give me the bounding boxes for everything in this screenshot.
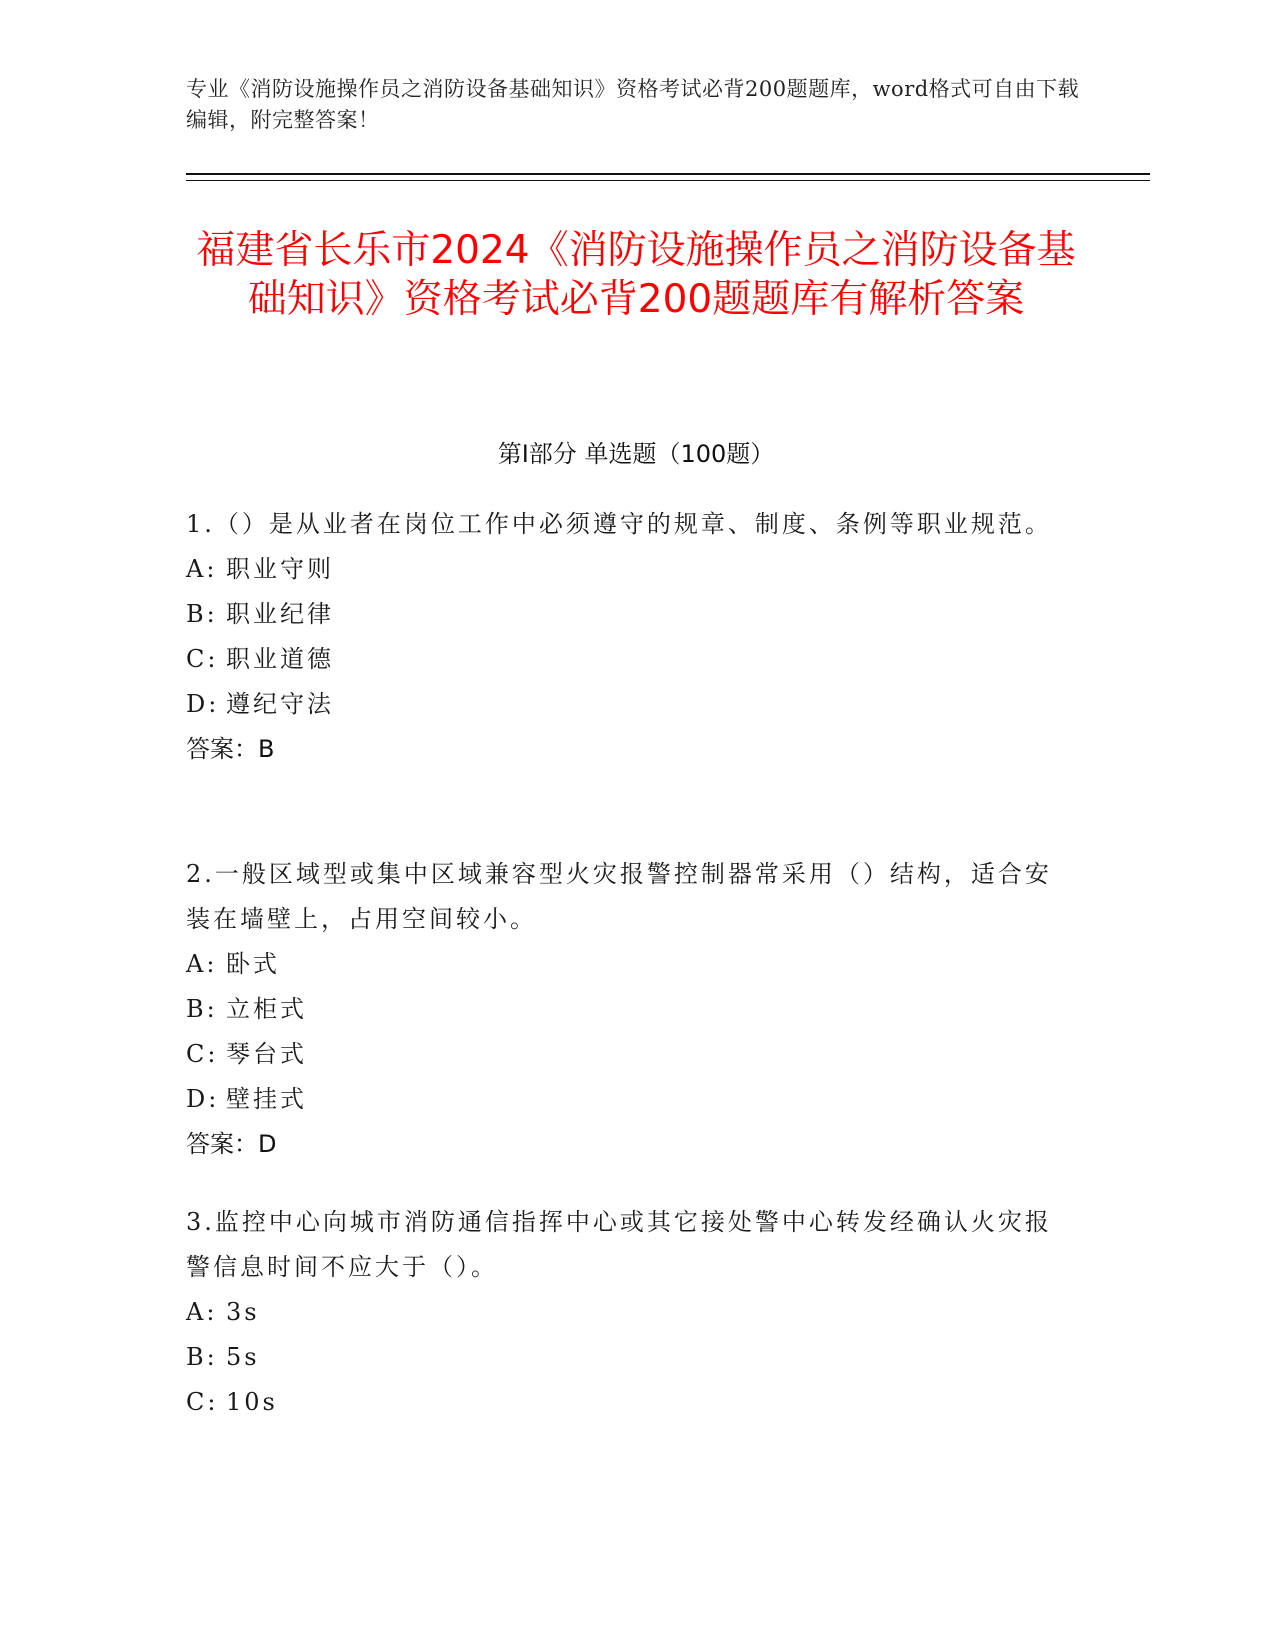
option-b <box>186 987 1066 1032</box>
question-1 <box>186 502 1066 772</box>
option-text: 卧式 <box>226 950 280 978</box>
option-letter: A: <box>186 950 218 978</box>
document-title: 福建省长乐市2024《消防设施操作员之消防设备基础知识》资格考试必背200题题库有解析答案 <box>196 228 1076 322</box>
option-letter: D: <box>186 1085 220 1113</box>
option-letter: A: <box>186 555 218 583</box>
answer-line: 答案：D <box>186 1130 277 1158</box>
option-b <box>186 1335 1066 1380</box>
option-b <box>186 592 1066 637</box>
header-divider-thin <box>186 180 1150 181</box>
option-c <box>186 1032 1066 1077</box>
header-divider-thick <box>186 173 1150 175</box>
option-c <box>186 637 1066 682</box>
option-text: 立柜式 <box>226 995 307 1023</box>
section-title: 第Ⅰ部分 单选题（100题） <box>497 440 775 468</box>
option-letter: C: <box>186 1040 219 1068</box>
question-stem: 2.一般区域型或集中区域兼容型火灾报警控制器常采用（）结构，适合安装在墙壁上，占用空间较小。 <box>186 860 1052 933</box>
option-text: 职业守则 <box>226 555 334 583</box>
option-text: 职业道德 <box>226 645 334 673</box>
question-stem: 3.监控中心向城市消防通信指挥中心或其它接处警中心转发经确认火灾报警信息时间不应大于（）。 <box>186 1208 1052 1281</box>
option-a <box>186 942 1066 987</box>
option-a <box>186 1290 1066 1335</box>
option-text: 琴台式 <box>226 1040 307 1068</box>
question-3 <box>186 1200 1066 1425</box>
question-2 <box>186 852 1066 1167</box>
option-letter: B: <box>186 995 218 1023</box>
option-text: 5s <box>226 1343 260 1371</box>
option-text: 职业纪律 <box>226 600 334 628</box>
option-text: 10s <box>226 1388 278 1416</box>
question-stem: 1.（）是从业者在岗位工作中必须遵守的规章、制度、条例等职业规范。 <box>186 510 1052 538</box>
option-text: 壁挂式 <box>226 1085 307 1113</box>
answer-line: 答案：B <box>186 735 275 763</box>
option-letter: C: <box>186 645 219 673</box>
option-letter: B: <box>186 1343 218 1371</box>
header-note: 专业《消防设施操作员之消防设备基础知识》资格考试必背200题题库，word格式可自由下载编辑，附完整答案！ <box>186 77 1080 132</box>
option-letter: D: <box>186 690 220 718</box>
option-c <box>186 1380 1066 1425</box>
option-text: 3s <box>226 1298 260 1326</box>
option-d <box>186 1077 1066 1122</box>
option-text: 遵纪守法 <box>226 690 334 718</box>
option-a <box>186 547 1066 592</box>
option-letter: C: <box>186 1388 219 1416</box>
option-letter: A: <box>186 1298 218 1326</box>
option-d <box>186 682 1066 727</box>
option-letter: B: <box>186 600 218 628</box>
